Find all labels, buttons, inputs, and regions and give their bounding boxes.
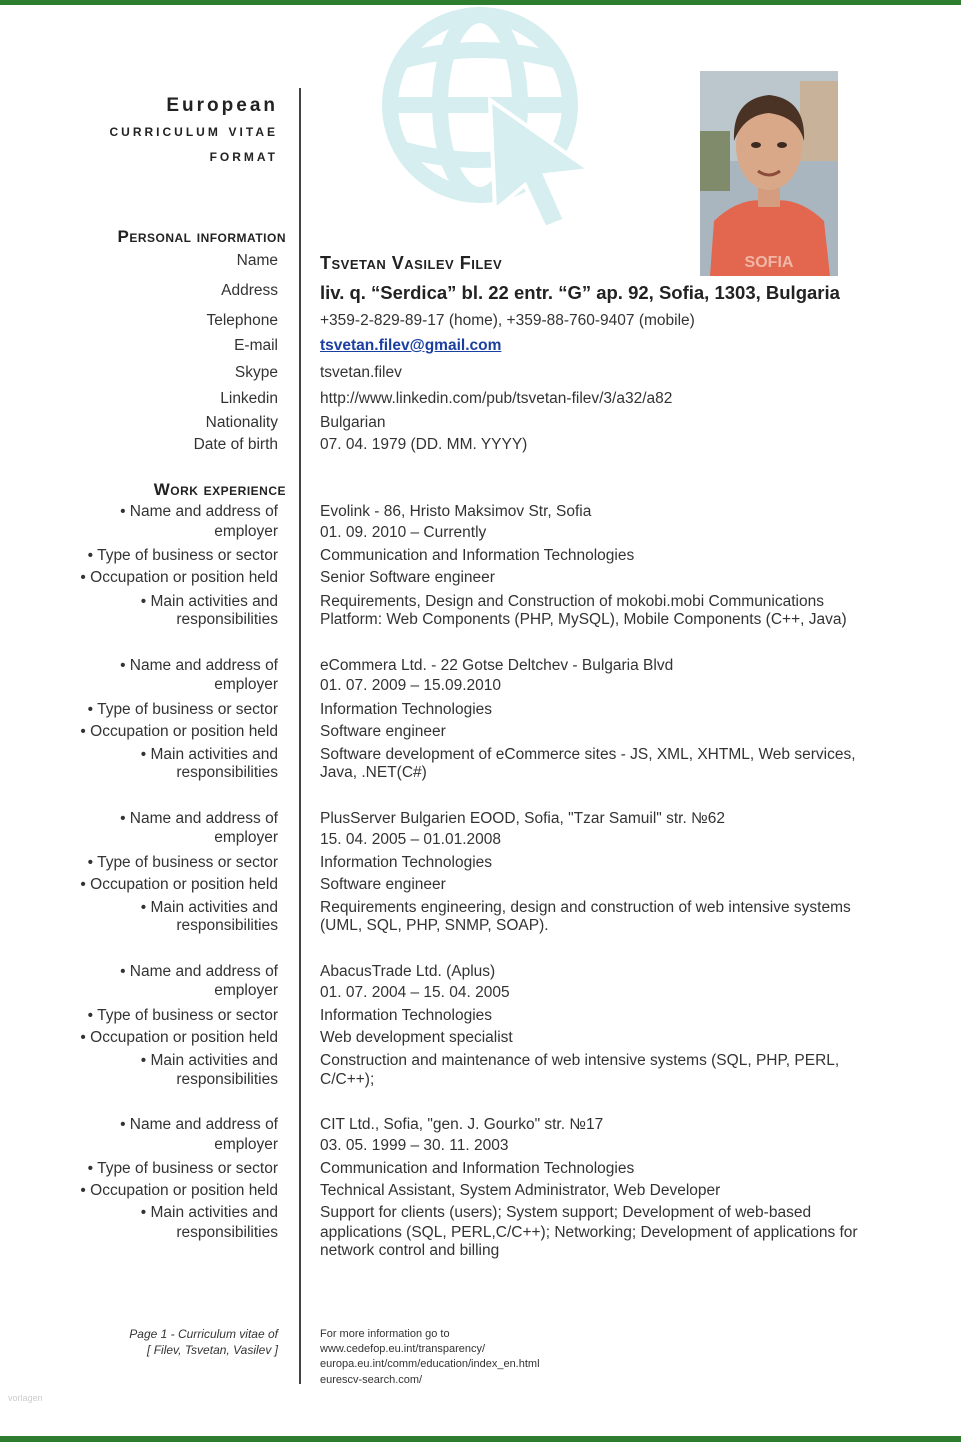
job-employer: PlusServer Bulgarien EOOD, Sofia, "Tzar Samuil" str. №62 [320, 810, 725, 827]
label-email: E-mail [234, 337, 278, 354]
job-sector: Communication and Information Technologies [320, 547, 635, 564]
label-linkedin: Linkedin [220, 390, 278, 407]
label-employer-cont: employer [214, 523, 278, 540]
section-personal-information: Personal information [117, 227, 286, 246]
job-employer: CIT Ltd., Sofia, "gen. J. Gourko" str. №17 [320, 1116, 604, 1133]
label-employer: • Name and address of [120, 1116, 278, 1133]
job-position: Senior Software engineer [320, 569, 495, 586]
job-employer: AbacusTrade Ltd. (Aplus) [320, 963, 496, 980]
label-position: • Occupation or position held [80, 876, 278, 893]
job-activities-line-1: Support for clients (users); System support; Development of web-based [320, 1204, 812, 1221]
job-activities-line-1: Construction and maintenance of web intensive systems (SQL, PHP, PERL, [320, 1052, 840, 1069]
job-activities-line-2: applications (SQL, PERL,C/C++); Networking; Development of applications for [320, 1224, 858, 1241]
watermark-text: vorlagen [8, 1393, 43, 1403]
section-work-experience: Work experience [153, 480, 286, 499]
label-activities-cont: responsibilities [176, 1224, 278, 1241]
job-activities-line-1: Requirements engineering, design and construction of web intensive systems [320, 899, 851, 916]
job-employer: eCommera Ltd. - 22 Gotse Deltchev - Bulgaria Blvd [320, 657, 674, 674]
person-linkedin: http://www.linkedin.com/pub/tsvetan-filev/3/a32/a82 [320, 390, 673, 407]
job-sector: Information Technologies [320, 854, 493, 871]
profile-photo [700, 71, 838, 276]
label-position: • Occupation or position held [80, 569, 278, 586]
job-activities-line-1: Requirements, Design and Construction of mokobi.mobi Communications [320, 593, 824, 610]
person-telephone: +359-2-829-89-17 (home), +359-88-760-9407 (mobile) [320, 312, 695, 329]
footer-page-name: [ Filev, Tsvetan, Vasilev ] [147, 1343, 278, 1357]
person-skype: tsvetan.filev [320, 364, 402, 381]
job-position: Software engineer [320, 723, 446, 740]
cv-title-line-2: curriculum vitae [109, 121, 278, 140]
person-nationality: Bulgarian [320, 414, 386, 431]
label-employer: • Name and address of [120, 963, 278, 980]
job-employer: Evolink - 86, Hristo Maksimov Str, Sofia [320, 503, 592, 520]
footer-link-europa[interactable]: europa.eu.int/comm/education/index_en.html [320, 1358, 540, 1370]
shirt-print-text: SOFIA [744, 254, 794, 271]
label-activities-cont: responsibilities [176, 764, 278, 781]
label-position: • Occupation or position held [80, 1182, 278, 1199]
label-employer-cont: employer [214, 982, 278, 999]
label-activities: • Main activities and [140, 1052, 278, 1069]
job-dates: 01. 07. 2004 – 15. 04. 2005 [320, 984, 510, 1001]
label-sector: • Type of business or sector [87, 1007, 278, 1024]
job-position: Web development specialist [320, 1029, 513, 1046]
job-dates: 03. 05. 1999 – 30. 11. 2003 [320, 1137, 509, 1154]
job-activities-line-2: C/C++); [320, 1071, 375, 1088]
label-position: • Occupation or position held [80, 1029, 278, 1046]
label-activities-cont: responsibilities [176, 611, 278, 628]
globe-cursor-watermark-icon [360, 0, 600, 240]
label-activities: • Main activities and [140, 1204, 278, 1221]
label-activities: • Main activities and [140, 899, 278, 916]
job-activities-line-2: Platform: Web Components (PHP, MySQL), Mobile Components (C++, Java) [320, 611, 847, 628]
job-dates: 01. 07. 2009 – 15.09.2010 [320, 677, 501, 694]
job-position: Software engineer [320, 876, 446, 893]
person-name: Tsvetan Vasilev Filev [320, 253, 503, 273]
label-employer: • Name and address of [120, 503, 278, 520]
footer-link-cedefop[interactable]: www.cedefop.eu.int/transparency/ [320, 1343, 486, 1355]
person-email-link[interactable]: tsvetan.filev@gmail.com [320, 337, 502, 354]
label-nationality: Nationality [205, 414, 278, 431]
job-activities-line-2: Java, .NET(C#) [320, 764, 427, 781]
job-dates: 01. 09. 2010 – Currently [320, 524, 487, 541]
job-position: Technical Assistant, System Administrator, Web Developer [320, 1182, 721, 1199]
footer-link-eurescv[interactable]: eurescv-search.com/ [320, 1374, 423, 1386]
label-activities: • Main activities and [140, 593, 278, 610]
label-employer: • Name and address of [120, 810, 278, 827]
label-telephone: Telephone [206, 312, 278, 329]
label-activities: • Main activities and [140, 746, 278, 763]
label-date-of-birth: Date of birth [193, 436, 278, 453]
job-dates: 15. 04. 2005 – 01.01.2008 [320, 831, 501, 848]
label-skype: Skype [234, 364, 278, 381]
footer-info-label: For more information go to [320, 1328, 450, 1340]
footer-page-label: Page 1 - Curriculum vitae of [129, 1327, 278, 1341]
bottom-accent-bar [0, 1436, 961, 1442]
job-sector: Information Technologies [320, 701, 493, 718]
column-divider [299, 88, 301, 1384]
job-activities-line-3: network control and billing [320, 1242, 500, 1259]
job-activities-line-2: (UML, SQL, PHP, SNMP, SOAP). [320, 917, 549, 934]
label-position: • Occupation or position held [80, 723, 278, 740]
label-name: Name [236, 252, 278, 269]
label-sector: • Type of business or sector [87, 547, 278, 564]
cv-title-line-3: format [209, 146, 278, 165]
person-address: liv. q. “Serdica” bl. 22 entr. “G” ap. 92, Sofia, 1303, Bulgaria [320, 282, 840, 303]
person-date-of-birth: 07. 04. 1979 (DD. MM. YYYY) [320, 436, 528, 453]
label-address: Address [221, 282, 278, 299]
label-employer-cont: employer [214, 829, 278, 846]
job-activities-line-1: Software development of eCommerce sites - JS, XML, XHTML, Web services, [320, 746, 856, 763]
label-sector: • Type of business or sector [87, 854, 278, 871]
job-sector: Communication and Information Technologies [320, 1160, 635, 1177]
label-activities-cont: responsibilities [176, 917, 278, 934]
label-sector: • Type of business or sector [87, 701, 278, 718]
label-activities-cont: responsibilities [176, 1071, 278, 1088]
label-employer: • Name and address of [120, 657, 278, 674]
label-employer-cont: employer [214, 676, 278, 693]
label-sector: • Type of business or sector [87, 1160, 278, 1177]
label-employer-cont: employer [214, 1136, 278, 1153]
job-sector: Information Technologies [320, 1007, 493, 1024]
cv-title-line-1: European [166, 95, 278, 116]
